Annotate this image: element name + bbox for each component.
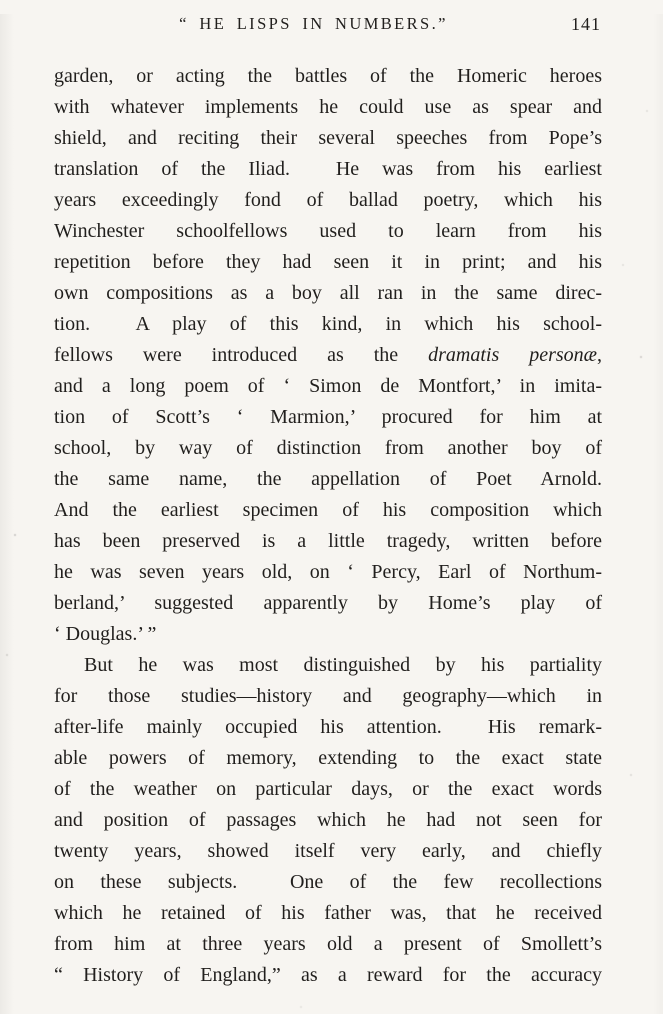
text-line: able powers of memory, extending to the exact state [54, 747, 602, 769]
text-segment: , [597, 344, 603, 366]
text-line: from him at three years old a present of Smollett’s [54, 933, 602, 955]
text-line: own compositions as a boy all ran in the same direc- [54, 282, 602, 304]
text-line: tion. A play of this kind, in which his school- [54, 313, 602, 335]
text-segment: fellows were introduced as the [54, 344, 429, 366]
italic-text-segment: dramatis personæ [428, 344, 598, 366]
text-line: garden, or acting the battles of the Homeric heroes [54, 65, 602, 87]
text-line: school, by way of distinction from another boy of [54, 437, 602, 459]
text-line: years exceedingly fond of ballad poetry, which his [54, 189, 602, 211]
text-line: ‘ Douglas.’ ” [54, 623, 157, 645]
page-number: 141 [571, 14, 601, 34]
running-title: “ HE LISPS IN NUMBERS.” [179, 14, 448, 33]
text-line: and a long poem of ‘ Simon de Montfort,’ in imita- [54, 375, 602, 397]
text-line: for those studies—history and geography—which in [54, 685, 602, 707]
text-line: and position of passages which he had not seen for [54, 809, 602, 831]
book-page [0, 14, 663, 1014]
text-line: And the earliest specimen of his composition which [54, 499, 602, 521]
text-line: repetition before they had seen it in print; and his [54, 251, 602, 273]
text-line: has been preserved is a little tragedy, written before [54, 530, 602, 552]
page-header [54, 14, 603, 42]
text-line: with whatever implements he could use as spear and [54, 96, 602, 118]
text-line: But he was most distinguished by his partiality [84, 654, 602, 676]
text-line: tion of Scott’s ‘ Marmion,’ procured for him at [54, 406, 602, 428]
text-line: “ History of England,” as a reward for the accuracy [54, 964, 602, 986]
page-body [54, 61, 602, 991]
text-line: berland,’ suggested apparently by Home’s play of [54, 592, 602, 614]
text-line: translation of the Iliad. He was from his earliest [54, 158, 602, 180]
text-line: after-life mainly occupied his attention. His remark- [54, 716, 602, 738]
text-line: the same name, the appellation of Poet Arnold. [54, 468, 602, 490]
text-line: on these subjects. One of the few recollections [54, 871, 602, 893]
text-line: which he retained of his father was, that he received [54, 902, 602, 924]
text-line: twenty years, showed itself very early, and chiefly [54, 840, 602, 862]
text-line: Winchester schoolfellows used to learn from his [54, 220, 602, 242]
text-line: of the weather on particular days, or the exact words [54, 778, 602, 800]
text-line: he was seven years old, on ‘ Percy, Earl of Northum- [54, 561, 602, 583]
text-line [54, 340, 602, 371]
text-line: shield, and reciting their several speeches from Pope’s [54, 127, 602, 149]
